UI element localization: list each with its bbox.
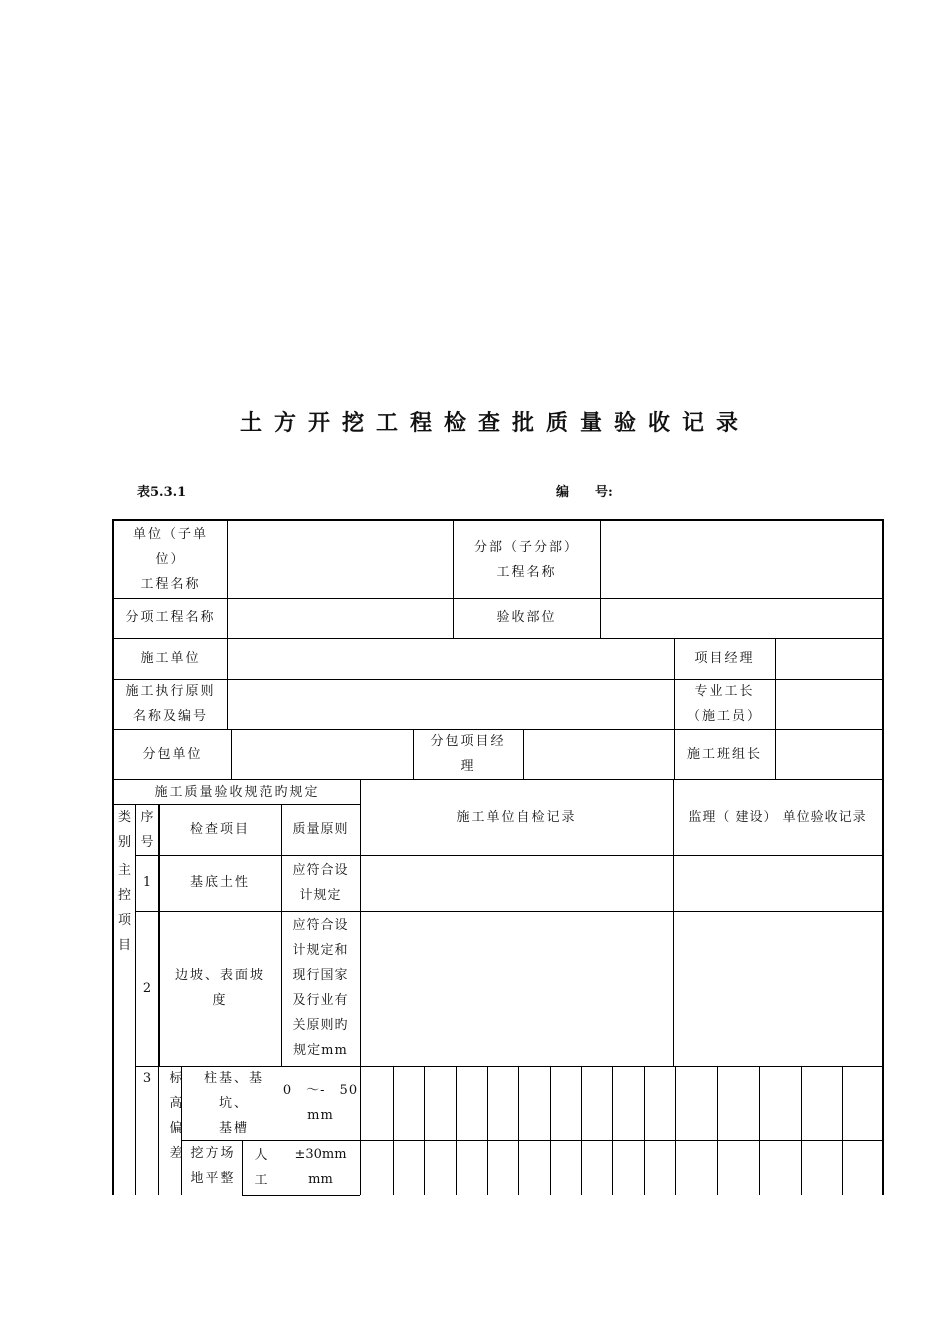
spec-group-header: 施工质量验收规范旳规定 [154, 785, 320, 800]
check-item-header: 检查项目 [189, 822, 250, 837]
row-3-seq: 3 [142, 1071, 152, 1086]
standard-name-label: 施工执行原则 名称及编号 [125, 684, 216, 724]
subcontract-pm-label: 分包项目经 理 [430, 734, 506, 774]
sub-part-name-label: 分部（子分部） 工程名称 [473, 540, 579, 580]
seq-header: 序 号 [140, 810, 154, 850]
row-1-std: 应符合设 计规定 [292, 863, 349, 903]
subcontract-unit-label: 分包单位 [142, 747, 203, 762]
table-number: 表5.3.1 [137, 485, 187, 500]
row-3-std-leveling: ±30mm mm [294, 1147, 347, 1187]
row-3-site-leveling: 挖方场 地平整 [190, 1146, 236, 1186]
row-3-manual: 人 工 [254, 1148, 270, 1188]
row-2-item: 边坡、表面坡 度 [174, 968, 265, 1008]
row-2-seq: 2 [142, 981, 152, 996]
row-3-foundation-pit: 柱基、基 坑、 基槽 [203, 1071, 264, 1136]
category-header: 类 别 [117, 810, 131, 850]
row-2-std: 应符合设 计规定和 现行国家 及行业有 关原则旳 规定mm [292, 918, 349, 1058]
row-1-seq: 1 [142, 875, 152, 890]
acceptance-part-label: 验收部位 [496, 610, 557, 625]
category-main-control: 主 控 项 目 [117, 863, 131, 953]
foreman-label: 专业工长 （施工员） [686, 684, 762, 724]
serial-number-label: 编 号: [556, 485, 613, 500]
row-3-elevation-deviation: 标 高 偏 差 [169, 1071, 183, 1161]
supervision-header: 监理（ 建设） 单位验收记录 [688, 810, 867, 825]
row-1-item: 基底土性 [189, 875, 250, 890]
self-check-header: 施工单位自检记录 [456, 810, 577, 825]
page-title: 土方开挖工程检查批质量验收记录 [239, 410, 750, 436]
item-name-label: 分项工程名称 [125, 610, 216, 625]
inspection-table [112, 519, 884, 1195]
construction-unit-label: 施工单位 [140, 651, 201, 666]
project-manager-label: 项目经理 [694, 651, 755, 666]
row-3-std-pit: 0 ～- 50 mm [282, 1083, 359, 1123]
quality-std-header: 质量原则 [292, 822, 349, 837]
unit-name-label: 单位（子单 位） 工程名称 [132, 527, 208, 592]
team-leader-label: 施工班组长 [686, 747, 762, 762]
